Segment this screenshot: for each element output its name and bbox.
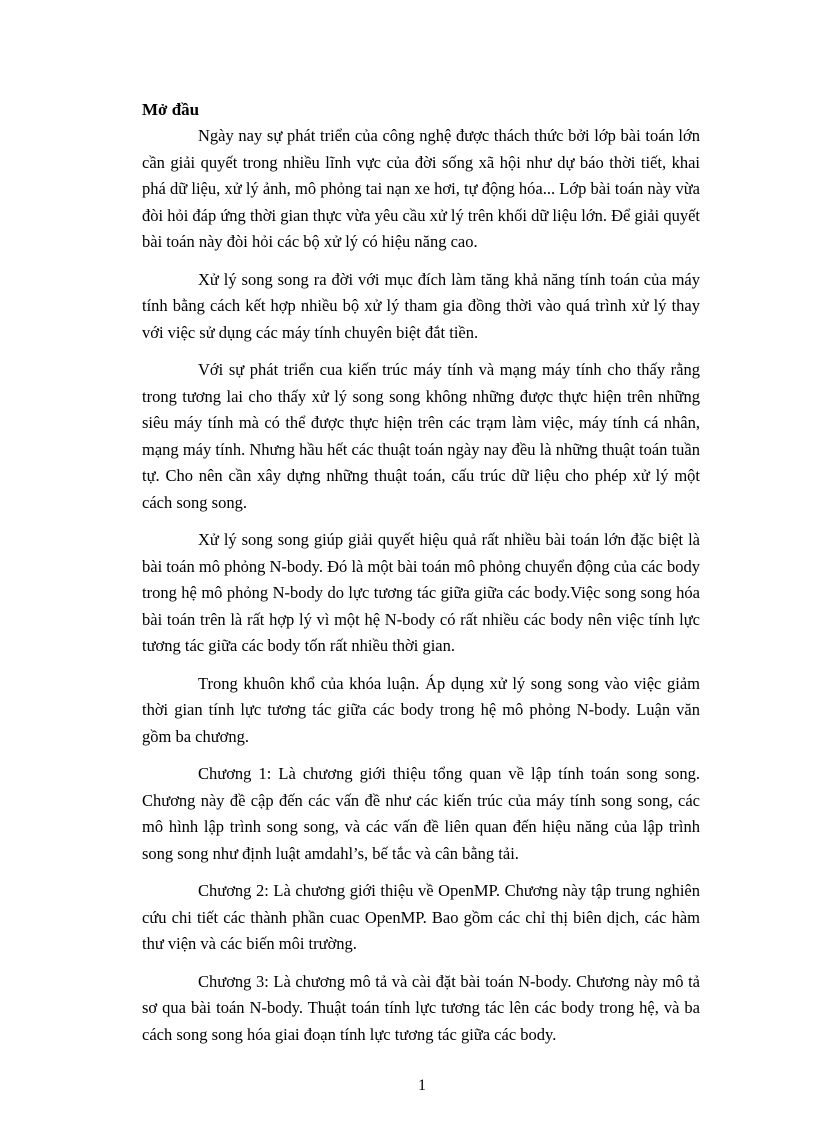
paragraph-intro: Ngày nay sự phát triển của công nghệ được thách thức bởi lớp bài toán lớn cần giải quyết trong nhiều lĩnh vực của đời sống xã hội như dự báo thời tiết, khai phá dữ liệu, xử lý ảnh, mô phỏng tai nạn xe hơi, tự động hóa... Lớp bài toán này vừa đòi hỏi đáp ứng thời gian thực vừa yêu cầu xử lý trên khối dữ liệu lớn. Để giải quyết bài toán này đòi hỏi các bộ xử lý có hiệu năng cao. [142,126,700,251]
paragraph-chapter-2: Chương 2: Là chương giới thiệu về OpenMP. Chương này tập trung nghiên cứu chi tiết các thành phần cuac OpenMP. Bao gồm các chỉ thị biên dịch, các hàm thư viện và các biến môi trường. [142,881,700,953]
paragraph-chapter-3: Chương 3: Là chương mô tả và cài đặt bài toán N-body. Chương này mô tả sơ qua bài toán N-body. Thuật toán tính lực tương tác lên các body trong hệ, và ba cách song song hóa giai đoạn tính lực tương tác giữa các body. [142,971,700,1044]
page-number: 1 [418,1077,426,1094]
paragraph-nbody: Xử lý song song giúp giải quyết hiệu quả rất nhiều bài toán lớn đặc biệt là bài toán mô phỏng N-body. Đó là một bài toán mô phỏng chuyển động của các body trong hệ mô phỏng N-body do lực tương tác giữa giữa các body.Việc song song hóa bài toán trên là rất hợp lý vì một hệ N-body có rất nhiều các body nên việc tính lực tương tác giữa các body tốn rất nhiều thời gian. [142,530,700,655]
paragraph-parallel-processing: Xử lý song song ra đời với mục đích làm tăng khả năng tính toán của máy tính bằng cách kết hợp nhiều bộ xử lý tham gia đồng thời vào quá trình xử lý thay với việc sử dụng các máy tính chuyên biệt đắt tiền. [142,269,700,342]
paragraph-architecture: Với sự phát triển cua kiến trúc máy tính và mạng máy tính cho thấy rằng trong tương lai cho thấy xử lý song song không những được thực hiện trên những siêu máy tính mà có thể được thực hiện trên các trạm làm việc, máy tính cá nhân, mạng máy tính. Nhưng hầu hết các thuật toán ngày nay đều là những thuật toán tuần tự. Cho nên cần xây dựng những thuật toán, cấu trúc dữ liệu cho phép xử lý một cách song song. [142,360,700,512]
paragraph-chapter-1: Chương 1: Là chương giới thiệu tổng quan về lập tính toán song song. Chương này đề cập đến các vấn đề như các kiến trúc của máy tính song song, các mô hình lập trình song song, và các vấn đề liên quan đến hiệu năng của lập trình song song như định luật amdahl’s, bế tắc và cân bằng tải. [142,764,700,863]
paragraph-scope: Trong khuôn khổ của khóa luận. Áp dụng xử lý song song vào việc giảm thời gian tính lực tương tác giữa các body trong hệ mô phỏng N-body. Luận văn gồm ba chương. [142,673,700,746]
page-body [142,97,700,1059]
section-heading: Mở đầu [142,100,200,119]
